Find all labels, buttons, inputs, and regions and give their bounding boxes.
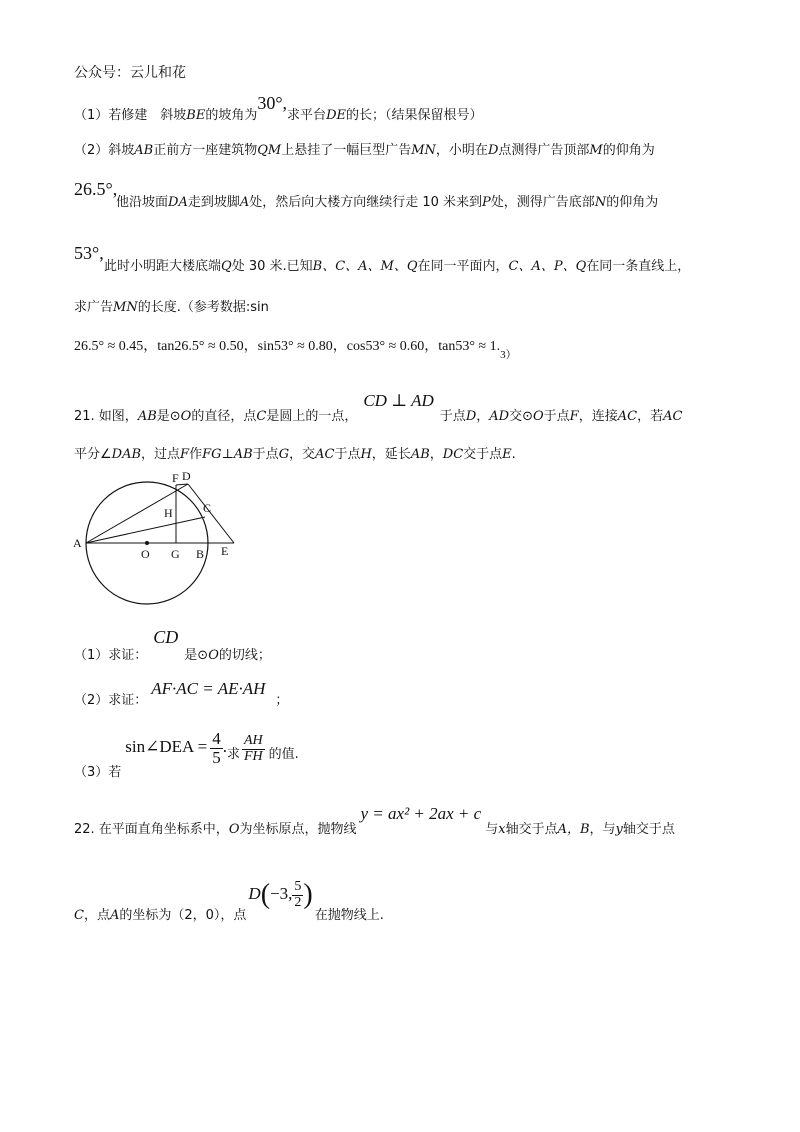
q20-ref-tail: 3） xyxy=(500,349,517,361)
q20-p4-text-b: 处 30 米.已知 xyxy=(231,259,313,274)
q21-l2-var-g: G xyxy=(278,447,290,462)
q21-s3-text-c: 的值. xyxy=(268,747,299,763)
q21-var-ab: AB xyxy=(137,409,157,424)
label-g: G xyxy=(171,547,180,561)
q21-l2-text-g: ，延长 xyxy=(371,447,411,462)
q20-p1-text-b: 的坡角为 xyxy=(205,108,258,123)
q21-text-f: ， xyxy=(476,409,490,424)
q22-line1 xyxy=(74,805,675,835)
q22-math-parabola: y = ax² + 2ax + c xyxy=(360,804,482,823)
q21-geometry-figure xyxy=(60,465,250,640)
q21-var-f: F xyxy=(569,409,579,424)
q22-var-x: x xyxy=(498,822,506,837)
q21-l2-var-dab: DAB xyxy=(111,447,142,462)
q22-l2-den: 2 xyxy=(294,894,302,910)
q21-s3-text-b: 求 xyxy=(226,747,240,763)
q22-l2-num: 5 xyxy=(294,879,302,894)
q20-p4-points2: C、A、P、Q xyxy=(508,259,587,274)
q20-p2-text-b: 正前方一座建筑物 xyxy=(153,143,258,158)
q22-text-e: ，与 xyxy=(589,822,616,837)
q21-l2-var-ac: AC xyxy=(315,447,335,462)
q21-s2-text-b: ； xyxy=(275,693,289,708)
label-h: H xyxy=(164,506,173,520)
q22-text-d: 轴交于点 xyxy=(505,822,558,837)
q20-p3-text-a: 他沿坡面 xyxy=(116,195,169,210)
q20-part2-line2 xyxy=(116,196,658,209)
q21-var-ac2: AC xyxy=(663,409,683,424)
q20-p3-text-c: 处，然后向大楼方向继续行走 10 米来到 xyxy=(249,195,483,210)
q20-part2-line3 xyxy=(104,260,690,273)
q21-text-h: 于点 xyxy=(543,409,570,424)
label-b: B xyxy=(196,547,205,561)
label-o: O xyxy=(141,547,150,561)
q20-p2-var-m: M xyxy=(589,143,603,158)
q21-text-e: 于点 xyxy=(439,409,466,424)
q21-var-o2: O xyxy=(532,409,544,424)
q20-part1 xyxy=(74,93,483,123)
label-e: E xyxy=(221,544,229,558)
q22-var-ab: A，B xyxy=(557,822,590,837)
q20-part2-line1 xyxy=(74,144,655,157)
q21-l2-text-b: ，过点 xyxy=(141,447,181,462)
q21-l2-var-e: E xyxy=(502,447,512,462)
q20-p4-text-c: 在同一平面内， xyxy=(417,259,509,274)
q20-part2-line4 xyxy=(74,301,269,314)
q21-l2-var-ab: AB xyxy=(410,447,430,462)
q20-p1-text-a: （1）若修建 斜坡 xyxy=(74,108,187,123)
q20-angle-26: 26.5°, xyxy=(74,179,118,199)
q21-s3-num: 4 xyxy=(212,729,221,748)
q20-p2-text-e: 点测得广告顶部 xyxy=(498,143,590,158)
q20-p2-text-a: （2）斜坡 xyxy=(74,143,135,158)
q20-p1-var-be: BE xyxy=(186,108,206,123)
q21-l2-text-e: ，交 xyxy=(289,447,316,462)
q20-reference-data xyxy=(74,339,517,361)
q21-s3-text-a: （3）若 xyxy=(74,765,122,781)
q21-l2-text-d: 于点 xyxy=(252,447,279,462)
q22-text-b: 为坐标原点，抛物线 xyxy=(239,822,357,837)
q20-p2-text-f: 的仰角为 xyxy=(602,143,655,158)
q21-s1-math-cd: CD xyxy=(153,627,179,647)
line-ac xyxy=(86,517,205,543)
q21-s1-text-a: （1）求证： xyxy=(74,648,148,663)
q22-l2-text-c: 在抛物线上. xyxy=(314,908,384,924)
q22-l2-var-a: A xyxy=(109,908,120,924)
q20-p3-var-a: A xyxy=(239,195,250,210)
q20-angle-53: 53°, xyxy=(74,243,104,263)
q21-s2-text-a: （2）求证： xyxy=(74,693,148,708)
q22-text-c: 与 xyxy=(485,822,499,837)
q21-text-i: ，连接 xyxy=(578,409,618,424)
line-ad xyxy=(86,484,188,543)
q20-p4-text-a: 此时小明距大楼底端 xyxy=(104,259,222,274)
q21-s3-fraction xyxy=(210,730,223,767)
q20-p1-var-de: DE xyxy=(326,108,346,123)
q21-l2-text-j: . xyxy=(511,447,516,462)
q21-text-c: 的直径，点 xyxy=(191,409,257,424)
q21-var-ac: AC xyxy=(617,409,638,424)
q21-l2-text-h: ， xyxy=(429,447,443,462)
q20-p1-text-d: 的长；（结果保留根号） xyxy=(345,108,483,123)
q21-text-j: ，若 xyxy=(637,409,664,424)
q22-var-o: O xyxy=(228,822,240,837)
q21-text-g: 交⊙ xyxy=(509,409,533,424)
q21-text-b: 是⊙ xyxy=(156,409,181,424)
q21-s3-den: 5 xyxy=(212,747,221,767)
q21-l2-text-i: 交于点 xyxy=(463,447,503,462)
q21-line1 xyxy=(74,391,683,424)
q21-math-perp: CD ⊥ AD xyxy=(363,391,434,410)
q21-s3-sin: sin∠DEA = xyxy=(125,737,208,757)
q20-p3-var-n: N xyxy=(594,195,607,210)
label-d: D xyxy=(182,469,191,483)
q20-p3-text-e: 的仰角为 xyxy=(606,195,659,210)
q21-l2-var-f: F xyxy=(180,447,190,462)
q20-p1-angle: 30°, xyxy=(257,93,288,113)
q20-p4-var-q: Q xyxy=(221,259,232,274)
q22-l2-var-c: C xyxy=(74,908,84,924)
q20-p5-var-mn: MN xyxy=(113,300,138,315)
q21-var-o: O xyxy=(180,409,192,424)
q21-sub3 xyxy=(74,729,299,781)
q20-p5-text-a: 求广告 xyxy=(74,300,114,315)
q21-s1-text-c: 的切线； xyxy=(218,648,271,663)
q20-p5-text-b: 的长度.（参考数据:sin xyxy=(137,300,269,315)
q21-var-c: C xyxy=(256,409,267,424)
q21-s3-den2: FH xyxy=(243,748,263,764)
q22-text-f: 轴交于点 xyxy=(622,822,675,837)
q21-number: 21. 如图， xyxy=(74,409,138,424)
q22-l2-var-d: D xyxy=(248,884,261,904)
q21-l2-text-c: 作 xyxy=(189,447,203,462)
q21-l2-var-dc: DC xyxy=(442,447,464,462)
q21-s2-math: AF·AC = AE·AH xyxy=(151,679,266,698)
q22-var-y: y xyxy=(615,822,623,837)
header-account: 公众号：云儿和花 xyxy=(74,65,186,81)
q21-l2-var-h: H xyxy=(360,447,372,462)
q21-var-d: D xyxy=(465,409,477,424)
q21-l2-text-a: 平分∠ xyxy=(74,447,112,462)
q20-p3-text-d: 处，测得广告底部 xyxy=(490,195,595,210)
q22-number: 22. 在平面直角坐标系中， xyxy=(74,822,229,837)
q20-p2-var-ab: AB xyxy=(134,143,154,158)
q22-line2 xyxy=(74,878,384,924)
label-f: F xyxy=(172,471,179,485)
q22-point-d: D(−3, $\frac{5}{2}$ ) xyxy=(248,879,313,911)
q20-p3-var-p: P xyxy=(482,195,491,210)
q20-p2-var-mn: MN xyxy=(411,143,436,158)
q20-p3-var-da: DA xyxy=(168,195,188,210)
q20-p1-text-c: 求平台 xyxy=(287,108,327,123)
q22-l2-text-a: ，点 xyxy=(83,908,110,924)
q21-var-ad: AD xyxy=(489,409,510,424)
q20-p2-var-d: D xyxy=(487,143,499,158)
q22-l2-text-b: 的坐标为（2，0），点 xyxy=(119,908,247,924)
label-a: A xyxy=(73,536,82,550)
q21-s3-fraction2 xyxy=(242,732,265,764)
q21-text-d: 是圆上的一点， xyxy=(266,409,358,424)
q21-l2-text-f: 于点 xyxy=(334,447,361,462)
q20-p2-text-c: 上悬挂了一幅巨型广告 xyxy=(281,143,412,158)
q21-sub1 xyxy=(74,627,271,663)
label-c: C xyxy=(203,501,212,515)
q21-sub2 xyxy=(74,680,288,708)
q21-line2 xyxy=(74,448,516,461)
q20-ref-values: 26.5° ≈ 0.45，tan26.5° ≈ 0.50，sin53° ≈ 0.80，cos53° ≈ 0.60，tan53° ≈ 1. xyxy=(74,339,501,354)
q21-s3-num2: AH xyxy=(243,732,263,748)
q20-p2-text-d: ，小明在 xyxy=(435,143,488,158)
q21-s1-var-o: O xyxy=(208,648,219,663)
q21-s3-dot: . xyxy=(222,737,227,757)
q22-l2-coord-x: −3, xyxy=(270,884,293,904)
q21-s1-text-b: 是⊙ xyxy=(184,648,209,663)
q20-p3-text-b: 走到坡脚 xyxy=(187,195,240,210)
q20-p4-text-d: 在同一条直线上， xyxy=(586,259,691,274)
q21-l2-var-fg: FG⊥AB xyxy=(202,447,253,462)
q20-p2-var-qm: QM xyxy=(257,143,282,158)
center-point-o xyxy=(145,541,149,545)
q20-p4-points1: B、C、A、M、Q xyxy=(312,259,418,274)
q21-s3-math xyxy=(125,729,227,767)
